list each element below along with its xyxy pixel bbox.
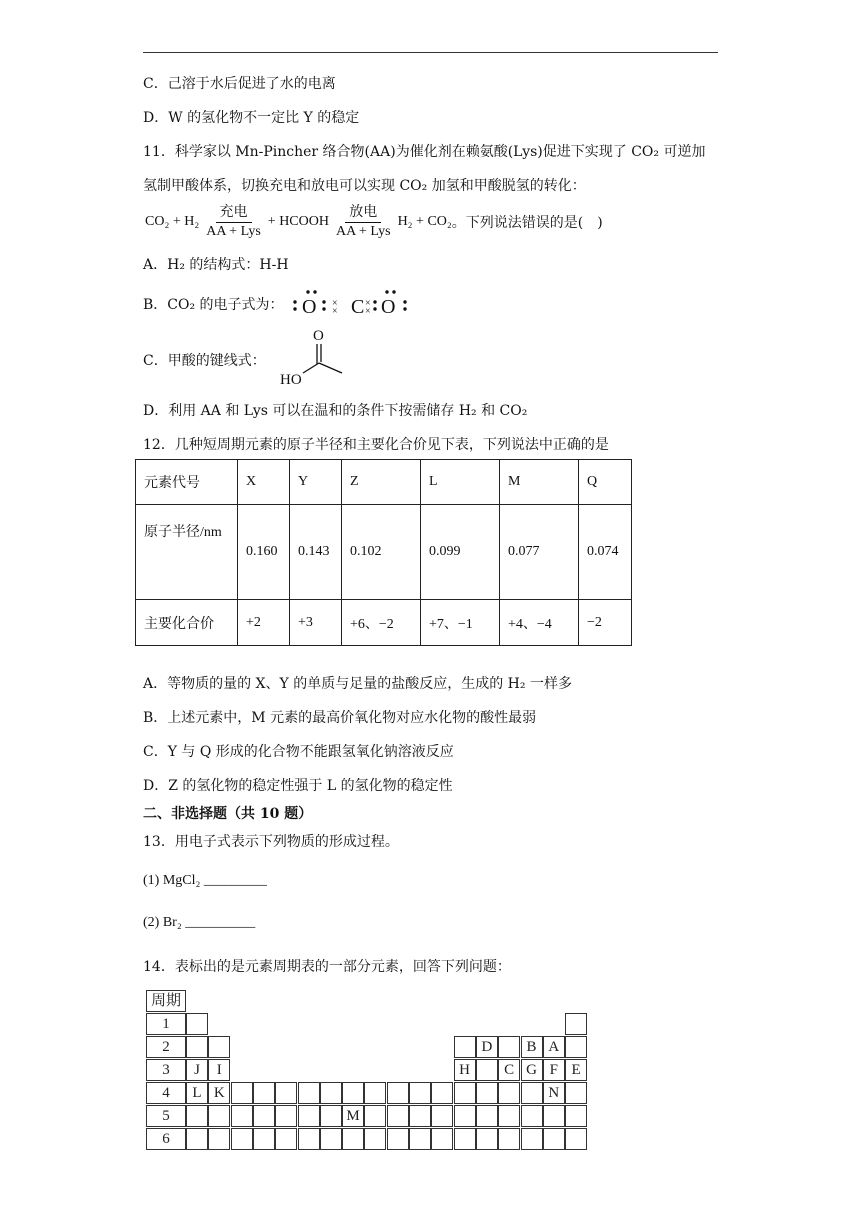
q12-option-c: C．Y 与 Q 形成的化合物不能跟氢氧化钠溶液反应 <box>143 744 454 760</box>
element-cell <box>186 1036 208 1058</box>
element-cell <box>476 1059 498 1081</box>
section-heading: 二、非选择题（共 10 题） <box>143 806 313 822</box>
table-cell: 0.099 <box>421 505 500 600</box>
table-cell: +2 <box>238 600 290 646</box>
element-cell <box>409 1128 431 1150</box>
eq-arrow-charge <box>202 204 265 241</box>
element-cell <box>298 1082 320 1104</box>
q11-option-c: C．甲酸的键线式： <box>143 353 266 369</box>
element-cell <box>208 1036 230 1058</box>
table-cell: 0.143 <box>290 505 342 600</box>
element-cell-M: M <box>342 1105 364 1127</box>
table-cell: 原子半径/nm <box>136 505 238 600</box>
table-cell: Y <box>290 460 342 505</box>
element-cell-I: I <box>208 1059 230 1081</box>
period-number: 4 <box>146 1082 186 1104</box>
element-cell <box>186 1013 208 1035</box>
element-cell <box>387 1128 409 1150</box>
element-cell <box>342 1082 364 1104</box>
table-cell: +6、−2 <box>342 600 421 646</box>
element-cell <box>253 1128 275 1150</box>
svg-text:C: C <box>351 296 365 318</box>
element-cell <box>565 1013 587 1035</box>
table-cell: Z <box>342 460 421 505</box>
element-cell <box>186 1128 208 1150</box>
q11-option-a: A．H₂ 的结构式：H-H <box>143 257 289 273</box>
q11-stem-1: 11．科学家以 Mn-Pincher 络合物(AA)为催化剂在赖氨酸(Lys)促进下实现了 CO₂ 可逆加 <box>143 144 706 160</box>
element-cell-A: A <box>543 1036 565 1058</box>
element-cell-F: F <box>543 1059 565 1081</box>
header-rule <box>143 52 718 53</box>
period-number: 1 <box>146 1013 186 1035</box>
q11-option-b: B．CO₂ 的电子式为： <box>143 297 284 313</box>
q13-part-1: (1) MgCl₂ _________ <box>143 873 267 888</box>
element-cell <box>275 1082 297 1104</box>
element-cell <box>208 1105 230 1127</box>
element-cell <box>476 1082 498 1104</box>
element-cell <box>387 1105 409 1127</box>
element-cell <box>387 1082 409 1104</box>
element-cell <box>565 1082 587 1104</box>
element-cell <box>320 1128 342 1150</box>
table-cell: +7、−1 <box>421 600 500 646</box>
element-cell <box>364 1105 386 1127</box>
element-cell <box>208 1128 230 1150</box>
eq-discharge-label: 放电 <box>345 204 381 223</box>
element-cell <box>275 1128 297 1150</box>
element-cell <box>565 1036 587 1058</box>
element-cell <box>431 1128 453 1150</box>
element-cell-J: J <box>186 1059 208 1081</box>
element-cell <box>498 1036 520 1058</box>
eq-charge-label: 充电 <box>216 204 252 223</box>
element-cell <box>498 1128 520 1150</box>
q11-stem-2: 氢制甲酸体系，切换充电和放电可以实现 CO₂ 加氢和甲酸脱氢的转化： <box>143 178 586 194</box>
element-cell <box>253 1082 275 1104</box>
eq-catalyst-1: AA + Lys <box>206 223 261 239</box>
q13-stem: 13．用电子式表示下列物质的形成过程。 <box>143 834 399 850</box>
table-cell: M <box>500 460 579 505</box>
element-cell <box>431 1082 453 1104</box>
eq-arrow-discharge <box>332 204 395 241</box>
eq-tail: 。下列说法错误的是( ) <box>451 215 603 231</box>
period-header: 周期 <box>146 990 186 1012</box>
svg-text:×: × <box>332 298 338 309</box>
element-cell <box>454 1036 476 1058</box>
element-cell <box>409 1082 431 1104</box>
formic-ho-label: HO <box>280 372 302 388</box>
period-number: 6 <box>146 1128 186 1150</box>
element-cell <box>521 1105 543 1127</box>
table-row <box>136 600 632 646</box>
element-cell <box>521 1128 543 1150</box>
element-cell-N: N <box>543 1082 565 1104</box>
svg-text:×: × <box>332 306 338 317</box>
eq-right: H₂ + CO₂ <box>397 214 452 229</box>
table-cell: 0.102 <box>342 505 421 600</box>
element-cell <box>543 1128 565 1150</box>
element-cell-L: L <box>186 1082 208 1104</box>
table-cell: 0.074 <box>579 505 632 600</box>
element-cell <box>364 1082 386 1104</box>
q13-part-2: (2) Br₂ __________ <box>143 915 256 930</box>
period-number: 3 <box>146 1059 186 1081</box>
element-cell <box>454 1082 476 1104</box>
element-cell <box>521 1082 543 1104</box>
q12-option-d: D．Z 的氢化物的稳定性强于 L 的氢化物的稳定性 <box>143 778 453 794</box>
element-cell <box>565 1105 587 1127</box>
element-cell <box>186 1105 208 1127</box>
q10-option-c: C．己溶于水后促进了水的电离 <box>143 76 336 92</box>
element-cell <box>231 1128 253 1150</box>
element-cell <box>498 1105 520 1127</box>
element-cell-C: C <box>498 1059 520 1081</box>
table-cell: 0.160 <box>238 505 290 600</box>
element-cell <box>342 1128 364 1150</box>
element-cell <box>320 1082 342 1104</box>
table-cell: 主要化合价 <box>136 600 238 646</box>
q10-option-d: D．W 的氢化物不一定比 Y 的稳定 <box>143 110 360 126</box>
formic-acid-skeletal <box>278 326 358 388</box>
svg-text:O: O <box>381 296 396 318</box>
element-cell <box>231 1105 253 1127</box>
element-cell <box>298 1105 320 1127</box>
element-cell-B: B <box>521 1036 543 1058</box>
table-cell: +4、−4 <box>500 600 579 646</box>
element-cell <box>298 1128 320 1150</box>
svg-text:O: O <box>302 296 317 318</box>
q11-option-d: D．利用 AA 和 Lys 可以在温和的条件下按需储存 H₂ 和 CO₂ <box>143 403 528 419</box>
q12-option-b: B．上述元素中，M 元素的最高价氧化物对应水化物的酸性最弱 <box>143 710 537 726</box>
element-cell-D: D <box>476 1036 498 1058</box>
eq-mid: + HCOOH <box>267 214 329 229</box>
element-cell-H: H <box>454 1059 476 1081</box>
table-cell: +3 <box>290 600 342 646</box>
period-number: 5 <box>146 1105 186 1127</box>
table-cell: 0.077 <box>500 505 579 600</box>
formic-o-label: O <box>313 328 324 344</box>
table-cell: −2 <box>579 600 632 646</box>
element-cell <box>253 1105 275 1127</box>
svg-text:×: × <box>365 298 371 309</box>
element-cell <box>409 1105 431 1127</box>
q14-stem: 14．表标出的是元素周期表的一部分元素，回答下列问题： <box>143 959 511 975</box>
element-cell <box>565 1128 587 1150</box>
element-cell <box>454 1128 476 1150</box>
period-number: 2 <box>146 1036 186 1058</box>
table-cell: Q <box>579 460 632 505</box>
element-cell <box>320 1105 342 1127</box>
element-cell <box>275 1105 297 1127</box>
svg-text:×: × <box>365 306 371 317</box>
element-cell <box>543 1105 565 1127</box>
eq-left: CO₂ + H₂ <box>145 214 200 229</box>
element-cell <box>476 1128 498 1150</box>
element-cell-G: G <box>521 1059 543 1081</box>
q12-stem: 12．几种短周期元素的原子半径和主要化合价见下表，下列说法中正确的是 <box>143 437 609 453</box>
table-row <box>136 460 632 505</box>
element-cell <box>364 1128 386 1150</box>
eq-catalyst-2: AA + Lys <box>335 223 391 239</box>
element-cell-K: K <box>208 1082 230 1104</box>
table-cell: L <box>421 460 500 505</box>
element-data-table <box>135 459 632 646</box>
q11-equation <box>145 200 603 244</box>
element-cell <box>454 1105 476 1127</box>
table-cell: 元素代号 <box>136 460 238 505</box>
q12-option-a: A．等物质的量的 X、Y 的单质与足量的盐酸反应，生成的 H₂ 一样多 <box>143 676 572 692</box>
element-cell <box>431 1105 453 1127</box>
co2-electron-formula <box>288 283 408 323</box>
table-row <box>136 505 632 600</box>
table-cell: X <box>238 460 290 505</box>
element-cell <box>231 1082 253 1104</box>
element-cell <box>498 1082 520 1104</box>
element-cell <box>476 1105 498 1127</box>
element-cell-E: E <box>565 1059 587 1081</box>
